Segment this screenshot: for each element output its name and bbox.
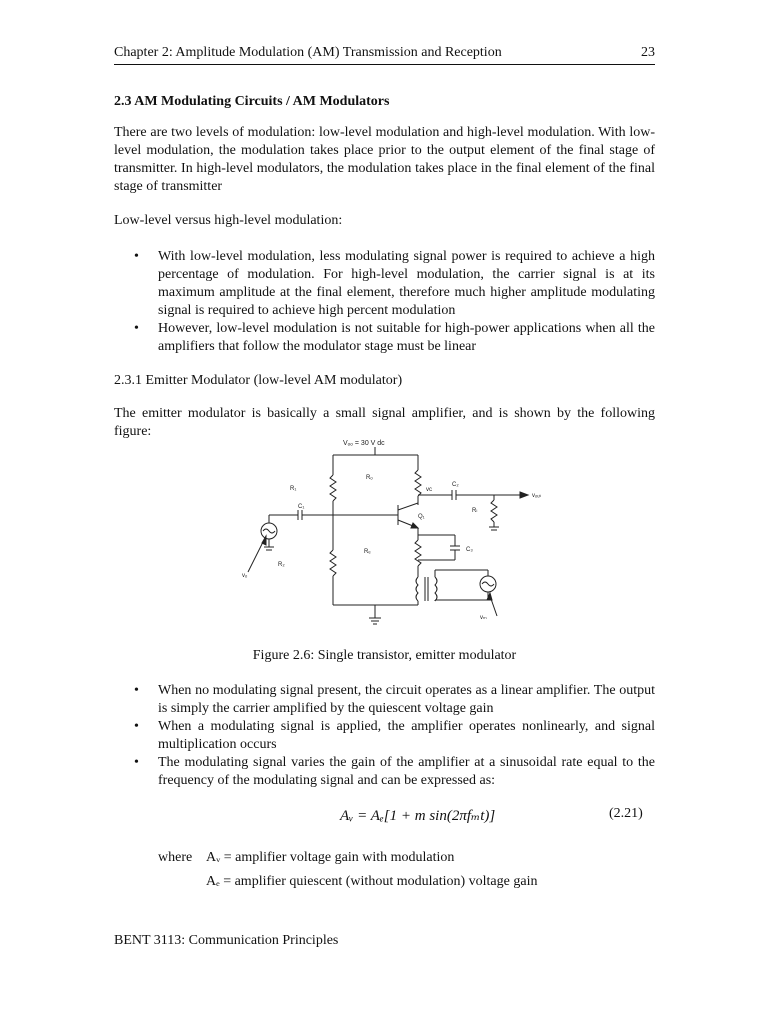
c1-label: C₁ [298, 504, 305, 510]
vc-source-label: vₒ [242, 573, 248, 579]
re-label: Rₑ [364, 549, 371, 555]
intro-paragraph: There are two levels of modulation: low-level modulation and high-level modulation. With low-level modulation, the modulation takes place prior to the output element of the final stage of transmitter. In high-level modulators, the modulation takes place in the final element of the final stage of transmitter [114, 125, 655, 194]
where-line: Aₑ = amplifier quiescent (without modulation) voltage gain [206, 874, 538, 889]
vout-label: vₒᵤₜ [532, 493, 542, 499]
c2-label: C₂ [452, 482, 459, 488]
vm-source-label: vₘ [480, 615, 487, 621]
q1-label: Q₁ [418, 514, 425, 520]
subsection-intro: The emitter modulator is basically a small signal amplifier, and is shown by the following figure: [114, 406, 655, 439]
c3-label: C₃ [466, 547, 473, 553]
r2-label: R₂ [278, 562, 285, 568]
page-header [114, 44, 655, 65]
section-heading: 2.3 AM Modulating Circuits / AM Modulators [114, 94, 390, 109]
vcc-label: Vₒₒ = 30 V dc [343, 440, 385, 447]
bullet-list-1 [114, 248, 655, 356]
chapter-title: Chapter 2: Amplitude Modulation (AM) Transmission and Reception [114, 45, 502, 60]
page-footer: BENT 3113: Communication Principles [114, 933, 339, 948]
list-item: • With low-level modulation, less modulating signal power is required to achieve a high percentage of modulation. For high-level modulation, the carrier signal is at its maximum amplitude at the final element, therefore much higher amplitude modulating signal is required to achieve high percent modulation [114, 248, 655, 320]
equation-number: (2.21) [609, 806, 643, 821]
figure-caption: Figure 2.6: Single transistor, emitter modulator [252, 648, 517, 663]
where-word: where [158, 850, 193, 865]
rc-label: Rₒ [366, 475, 373, 481]
subsection-heading: 2.3.1 Emitter Modulator (low-level AM modulator) [114, 373, 403, 388]
compare-label: Low-level versus high-level modulation: [114, 213, 343, 228]
vc-node-label: vc [426, 487, 432, 493]
emitter-modulator-circuit [230, 430, 560, 635]
page-number: 23 [641, 45, 655, 60]
list-item: • When no modulating signal present, the circuit operates as a linear amplifier. The output is simply the carrier amplified by the quiescent voltage gain [114, 682, 655, 718]
where-line: Aᵥ = amplifier voltage gain with modulation [206, 850, 455, 865]
bullet-list-2 [114, 682, 655, 790]
list-item: • The modulating signal varies the gain of the amplifier at a sinusoidal rate equal to the frequency of the modulating signal and can be expressed as: [114, 754, 655, 790]
r1-label: R₁ [290, 486, 297, 492]
list-item: • However, low-level modulation is not suitable for high-power applications when all the amplifiers that follow the modulator stage must be linear [114, 320, 655, 356]
list-item: • When a modulating signal is applied, the amplifier operates nonlinearly, and signal multiplication occurs [114, 718, 655, 754]
equation: Aᵥ = Aₑ[1 + m sin(2πfₘt)] [340, 808, 496, 824]
rl-label: Rₗ [472, 508, 478, 514]
